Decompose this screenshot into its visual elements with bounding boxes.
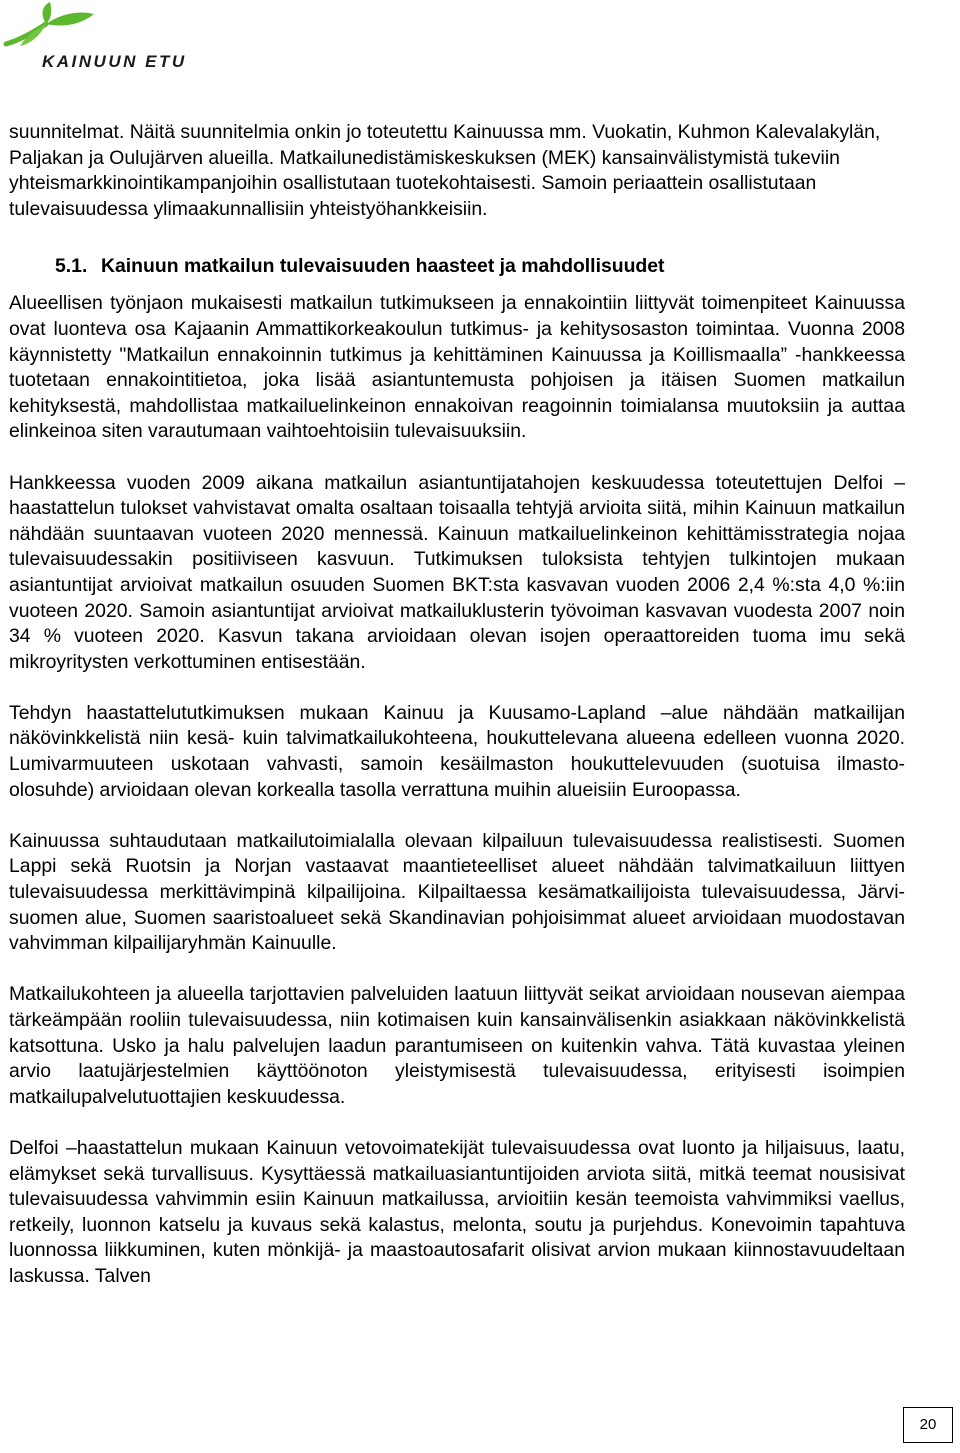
section-number: 5.1.	[55, 255, 88, 278]
section-heading	[55, 253, 905, 279]
paragraph-5: Matkailukohteen ja alueella tarjottavien palveluiden laatuun liittyvät seikat arvioidaan nousevan aiempaa tärkeämpään rooliin tulevaisuudessa, niin kotimaisen kuin kansainvälisenkin asiakkaan näkövinkkelistä katsottuna. Usko ja halu palvelujen laadun parantumiseen on kuitenkin vahva. Tätä kuvastaa yleinen arvio laatujärjestelmien käyttöönoton yleistymisestä tulevaisuudessa, erityisesti isoimpien matkailupalvelutuottajien keskuudessa.	[9, 983, 905, 1108]
document-body	[9, 120, 905, 1290]
logo-text: KAINUUN ETU	[42, 52, 187, 71]
leaf-logo-icon	[0, 0, 120, 60]
paragraph-1: Alueellisen työnjaon mukaisesti matkailun tutkimukseen ja ennakointiin liittyvät toimenpiteet Kainuussa ovat luonteva osa Kajaanin Ammattikorkeakoulun tutkimus- ja kehitysosaston toimintaa. Vuonna 2008 käynnistetty "Matkailun ennakoinnin tutkimus ja kehittäminen Kainuussa ja Koillismaalla” -hankkeessa tuotetaan ennakointitietoa, joka lisää asiantuntemusta pohjoisen ja itäisen Suomen matkailun kehityksestä, mahdollistaa matkailuelinkeinon ennakoivan reagoinnin toimialansa muutoksiin ja auttaa elinkeinoa siten varautumaan vaihtoehtoisiin tulevaisuuksiin.	[9, 292, 905, 443]
paragraph-intro: suunnitelmat. Näitä suunnitelmia onkin jo toteutettu Kainuussa mm. Vuokatin, Kuhmon Kalevalakylän, Paljakan ja Oulujärven alueilla. Matkailunedistämiskeskuksen (MEK) kansainvälistymistä tukeviin yhteismarkkinointikampanjoihin osallistutaan tuotekohtaisesti. Samoin periaattein osallistutaan tulevaisuudessa ylimaakunnallisiin yhteistyöhankkeisiin.	[9, 121, 881, 220]
paragraph-3: Tehdyn haastattelututkimuksen mukaan Kainuu ja Kuusamo-Lapland –alue nähdään matkailijan näkövinkkelistä niin kesä- kuin talvimatkailukohteena, houkuttelevana alueena edelleen vuonna 2020. Lumivarmuuteen uskotaan vahvasti, samoin kesäilmaston houkuttelevuuden (suotuisa ilmasto-olosuhde) arvioidaan olevan korkealla tasolla verrattuna muihin alueisiin Euroopassa.	[9, 701, 905, 801]
paragraph-6: Delfoi –haastattelun mukaan Kainuun vetovoimatekijät tulevaisuudessa ovat luonto ja hiljaisuus, laatu, elämykset sekä turvallisuus. Kysyttäessä matkailuasiantuntijoiden arviota siitä, mitkä teemat nousisivat tulevaisuudessa vahvimmin esiin Kainuun matkailussa, arvioitiin kesän teemoista vahvimmiksi vaellus, retkeily, luonnon katselu ja kuvaus sekä kalastus, melonta, soutu ja purjehdus. Konevoimin tapahtuva luonnossa liikkuminen, kuten mönkijä- ja maastoautosafarit olisivat arvion mukaan kiinnostavuudeltaan laskussa. Talven	[9, 1136, 905, 1287]
paragraph-4: Kainuussa suhtaudutaan matkailutoimialalla olevaan kilpailuun tulevaisuudessa realistisesti. Suomen Lappi sekä Ruotsin ja Norjan vastaavat maantieteelliset alueet nähdään talvimatkailuun liittyen tulevaisuudessa merkittävimpinä kilpailijoina. Kilpailtaessa kesämatkailijoista tulevaisuudessa, Järvi-suomen alue, Suomen saaristoalueet sekä Skandinavian pohjoisimmat alueet arvioidaan muodostavan vahvimman kilpailijaryhmän Kainuulle.	[9, 829, 905, 955]
page-number: 20	[903, 1407, 953, 1443]
paragraph-2: Hankkeessa vuoden 2009 aikana matkailun asiantuntijatahojen keskuudessa toteutettujen Delfoi –haastattelun tulokset vahvistavat omalta osaltaan toisaalla tehtyjä arvioita siitä, mihin Kainuun matkailun nähdään suuntaavan vuoteen 2020 mennessä. Kainuun matkailuelinkeinon kehittämisstrategia nojaa tulevaisuudessakin positiiviseen kasvuun. Tutkimuksen tuloksista tehtyjen tulkintojen mukaan asiantuntijat arvioivat matkailun osuuden Suomen BKT:sta kasvavan vuoden 2006 2,4 %:sta 4,0 %:iin vuoteen 2020. Samoin asiantuntijat arvioivat matkailuklusterin työvoiman kasvavan vuodesta 2007 noin 34 % vuoteen 2020. Kasvun takana arvioidaan olevan isojen operaattoreiden tuoma imu sekä mikroyritysten verkottuminen entisestään.	[9, 471, 905, 673]
section-title: Kainuun matkailun tulevaisuuden haasteet ja mahdollisuudet	[101, 255, 665, 278]
kainuun-etu-logo	[0, 0, 215, 80]
